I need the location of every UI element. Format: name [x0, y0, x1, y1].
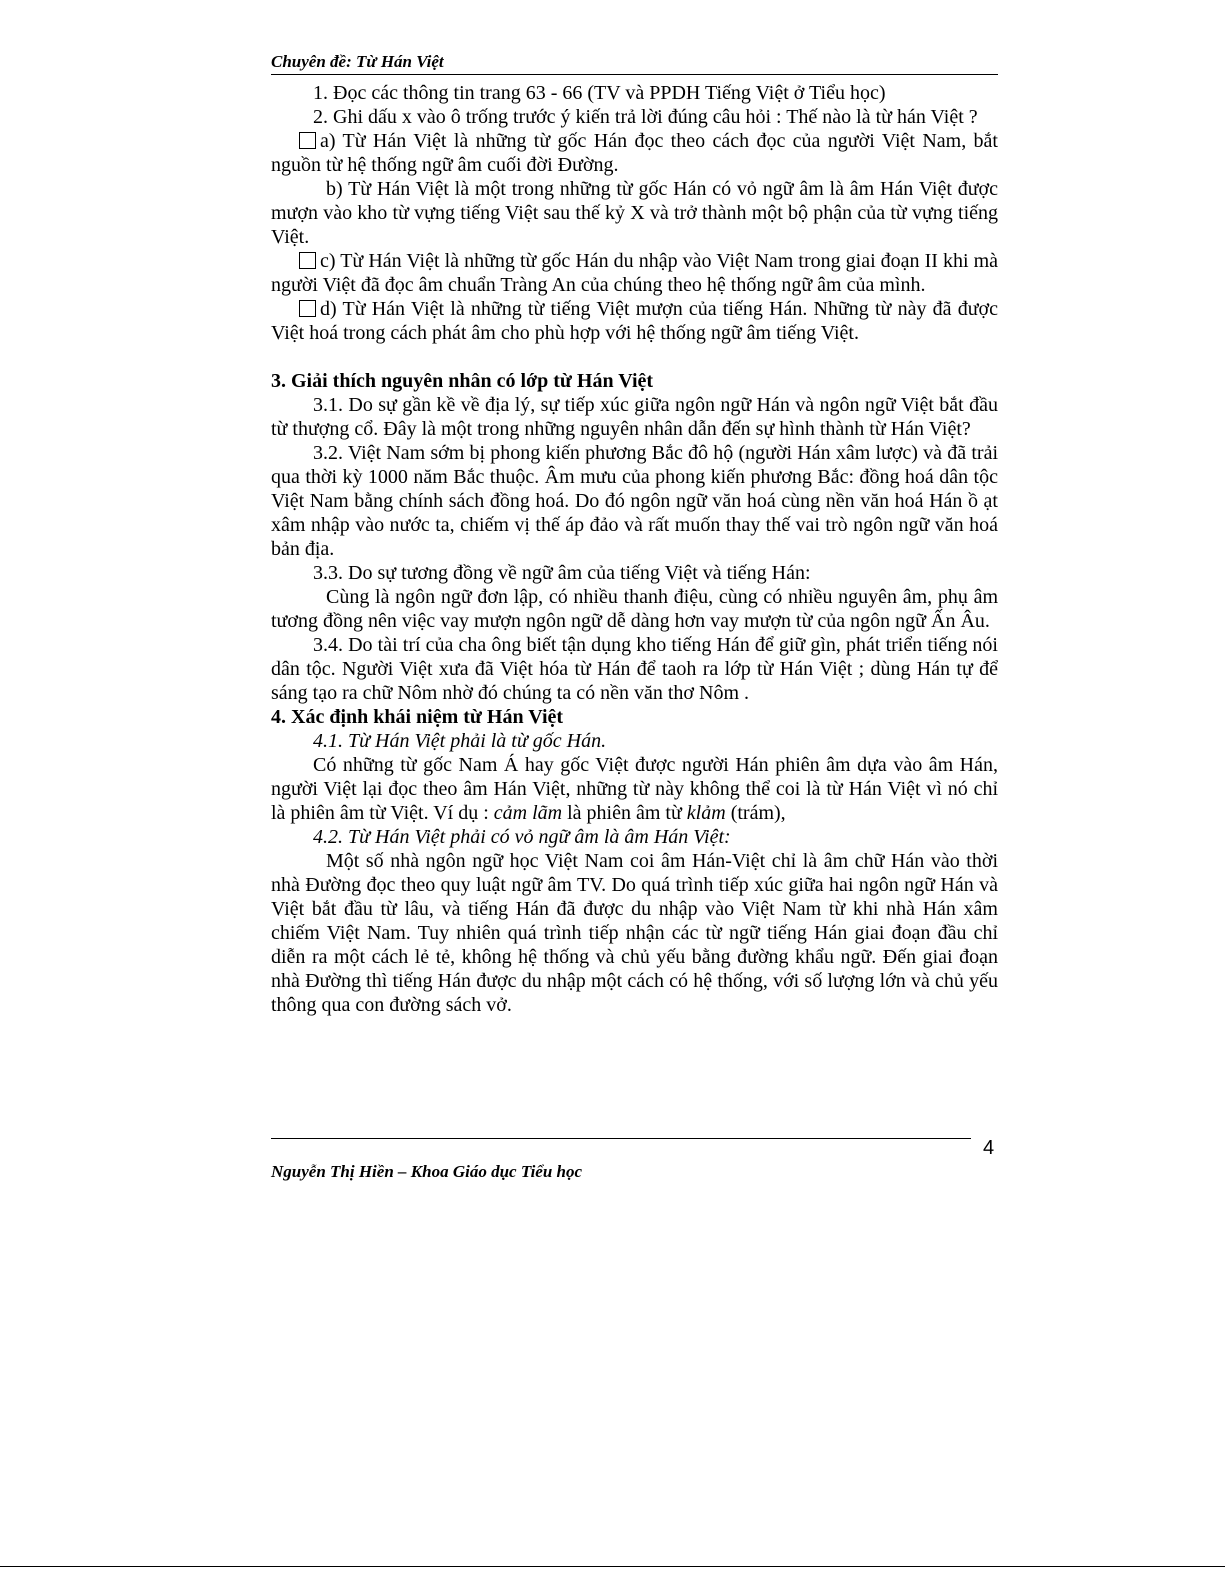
page-header: Chuyên đề: Từ Hán Việt: [271, 52, 998, 75]
option-c-text: c) Từ Hán Việt là những từ gốc Hán du nhập vào Việt Nam trong giai đoạn II khi mà người Việt đã đọc âm chuẩn Tràng An của chúng theo hệ thống ngữ âm của mình.: [271, 250, 998, 296]
page-number: 4: [983, 1137, 995, 1159]
page-footer: Nguyễn Thị Hiền – Khoa Giáo dục Tiểu học: [271, 1162, 583, 1181]
section-3-4: 3.4. Do tài trí của cha ông biết tận dụng kho tiếng Hán để giữ gìn, phát triển tiếng nói dân tộc. Người Việt xưa đã Việt hóa từ Hán để taoh ra lớp từ Hán Việt ; dùng Hán tự để sáng tạo ra chữ Nôm nhờ đó chúng ta có nền văn thơ Nôm .: [271, 634, 998, 704]
section-3-2: 3.2. Việt Nam sớm bị phong kiến phương Bắc đô hộ (người Hán xâm lược) và đã trải qua thời kỳ 1000 năm Bắc thuộc. Âm mưu của phong kiến phương Bắc: đồng hoá dân tộc Việt Nam bằng chính sách đồng hoá. Do đó ngôn ngữ văn hoá cùng nền văn hoá Hán ồ ạt xâm nhập vào nước ta, chiếm vị thế áp đảo và rất muốn thay thế vai trò ngôn ngữ văn hoá bản địa.: [271, 442, 998, 560]
checkbox-a[interactable]: [299, 132, 316, 149]
option-d-text: d) Từ Hán Việt là những từ tiếng Việt mượn của tiếng Hán. Những từ này đã được Việt hoá trong cách phát âm cho phù hợp với hệ thống ngữ âm tiếng Việt.: [271, 298, 998, 344]
option-a: [271, 129, 998, 177]
section-4-2-body: Một số nhà ngôn ngữ học Việt Nam coi âm Hán-Việt chỉ là âm chữ Hán vào thời nhà Đường đọc theo quy luật ngữ âm TV. Do quá trình tiếp xúc giữa hai ngôn ngữ Hán và Việt bắt đầu từ lâu, và tiếng Hán đã được du nhập vào Việt Nam từ khi nhà Hán xâm chiếm Việt Nam. Tuy nhiên quá trình tiếp nhận các từ ngữ tiếng Hán giai đoạn đầu chỉ diễn ra một cách lẻ tẻ, không hệ thống và chủ yếu bằng đường khẩu ngữ. Đến giai đoạn nhà Đường thì tiếng Hán được du nhập một cách có hệ thống, với số lượng lớn và chủ yếu thông qua con đường sách vở.: [271, 850, 998, 1016]
option-b: [271, 177, 998, 249]
option-d: [271, 297, 998, 345]
option-b-text: b) Từ Hán Việt là một trong những từ gốc Hán có vỏ ngữ âm là âm Hán Việt được mượn vào kho từ vựng tiếng Việt sau thế kỷ X và trở thành một bộ phận của từ vựng tiếng Việt.: [271, 178, 998, 248]
checkbox-c[interactable]: [299, 252, 316, 269]
section-4-heading: 4. Xác định khái niệm từ Hán Việt: [271, 706, 564, 728]
section-3-1: 3.1. Do sự gần kề về địa lý, sự tiếp xúc giữa ngôn ngữ Hán và ngôn ngữ Việt bắt đầu từ thượng cổ. Đây là một trong những nguyên nhân dẫn đến sự hình thành từ Hán Việt?: [271, 394, 998, 440]
option-a-text: a) Từ Hán Việt là những từ gốc Hán đọc theo cách đọc của người Việt Nam, bắt nguồn từ hệ thống ngữ âm cuối đời Đường.: [271, 130, 998, 176]
section-4-1-title: 4.1. Từ Hán Việt phải là từ gốc Hán.: [313, 730, 607, 752]
section-4-2-title: 4.2. Từ Hán Việt phải có vỏ ngữ âm là âm Hán Việt:: [313, 826, 731, 848]
checkbox-d[interactable]: [299, 300, 316, 317]
section-3-heading: 3. Giải thích nguyên nhân có lớp từ Hán Việt: [271, 370, 654, 392]
section-4-1-body: Có những từ gốc Nam Á hay gốc Việt được người Hán phiên âm dựa vào âm Hán, người Việt lại đọc theo âm Hán Việt, những từ này không thể coi là từ Hán Việt vì nó chỉ là phiên âm từ Việt. Ví dụ : cảm lãm là phiên âm từ klảm (trám),: [271, 754, 998, 824]
instruction-2: 2. Ghi dấu x vào ô trống trước ý kiến trả lời đúng câu hỏi : Thế nào là từ hán Việt ?: [313, 106, 978, 128]
section-3-3: 3.3. Do sự tương đồng về ngữ âm của tiếng Việt và tiếng Hán:: [313, 562, 811, 584]
instruction-1: 1. Đọc các thông tin trang 63 - 66 (TV và PPDH Tiếng Việt ở Tiểu học): [313, 82, 886, 104]
option-c: [271, 249, 998, 297]
bottom-border: [0, 1566, 1225, 1567]
section-3-3-body: Cùng là ngôn ngữ đơn lập, có nhiều thanh điệu, cùng có nhiều nguyên âm, phụ âm tương đồng nên việc vay mượn ngôn ngữ dễ dàng hơn vay mượn từ của ngôn ngữ Ấn Âu.: [271, 586, 998, 632]
page-content: [271, 52, 998, 1017]
footer-divider: [271, 1138, 971, 1139]
